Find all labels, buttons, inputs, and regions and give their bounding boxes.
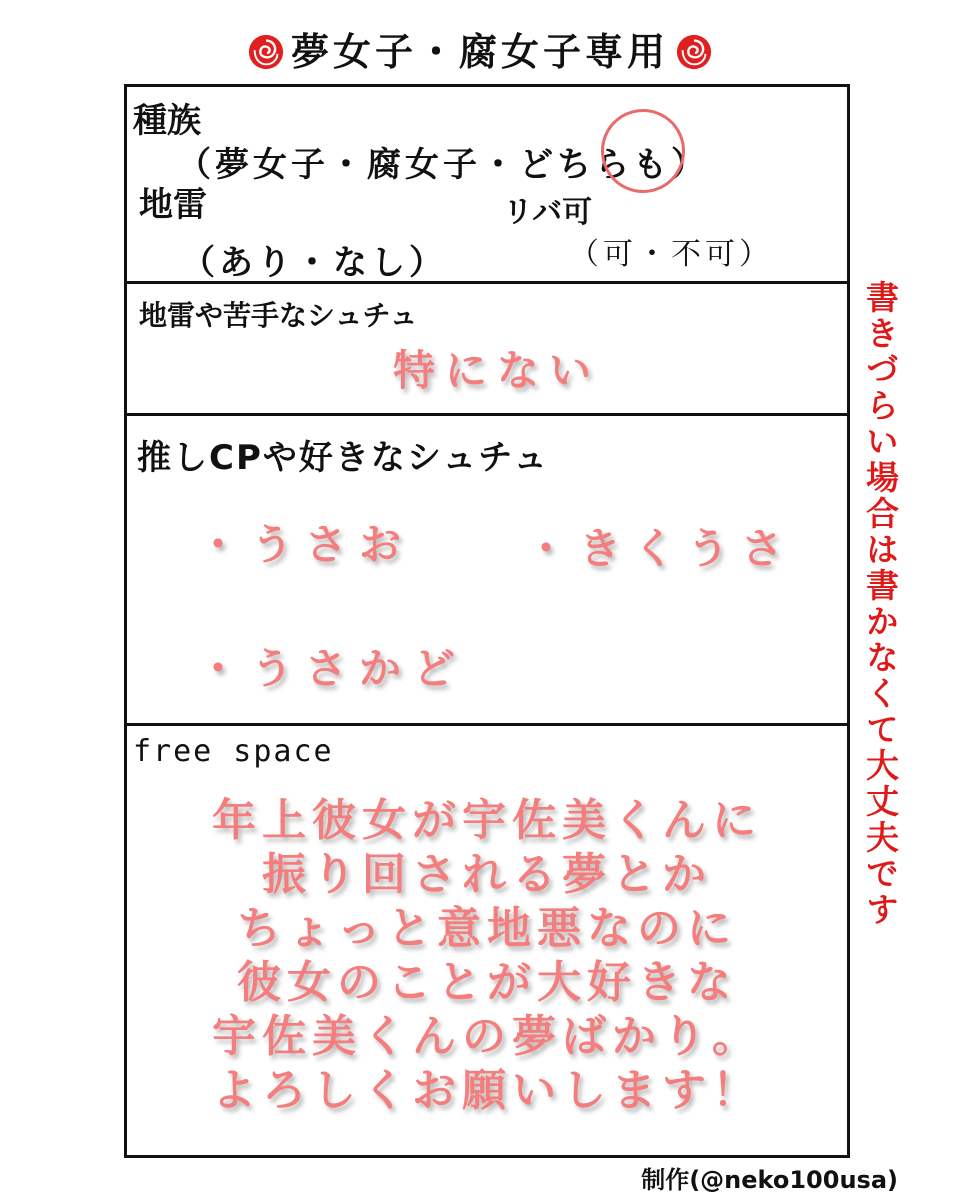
free-line: ちょっと意地悪なのに xyxy=(237,903,737,954)
riba-label: リバ可 xyxy=(503,195,593,230)
rose-icon xyxy=(247,33,285,71)
free-line: よろしくお願いします！ xyxy=(212,1065,762,1116)
jirai-options[interactable]: （あり・なし） xyxy=(181,243,447,283)
jirai-heading: 地雷や苦手なシュチュ xyxy=(139,299,418,332)
free-line: 宇佐美くんの夢ばかり。 xyxy=(212,1011,762,1062)
free-heading: free space xyxy=(133,734,334,769)
free-line: 彼女のことが大好きな xyxy=(237,957,737,1008)
jirai-section xyxy=(124,284,850,416)
jirai-label: 地雷 xyxy=(139,185,207,225)
oshi-section xyxy=(124,416,850,726)
free-line: 年上彼女が宇佐美くんに xyxy=(212,795,762,846)
species-options[interactable]: （夢女子・腐女子・どちらも） xyxy=(177,145,709,185)
species-label: 種族 xyxy=(133,101,201,141)
oshi-heading: 推しCPや好きなシュチュ xyxy=(137,438,550,478)
credit: 制作(@neko100usa) xyxy=(641,1166,898,1194)
oshi-item: ・うさお xyxy=(197,520,414,569)
free-line: 振り回される夢とか xyxy=(262,849,712,900)
free-body xyxy=(127,794,847,1118)
riba-options[interactable]: （可・不可） xyxy=(569,237,773,272)
page-title xyxy=(0,28,960,76)
title-text: 夢女子・腐女子専用 xyxy=(290,30,669,74)
side-note: 書きづらい場合は書かなくて大丈夫です xyxy=(861,280,900,928)
rose-icon xyxy=(675,33,713,71)
oshi-item: ・うさかど xyxy=(197,644,468,693)
species-selected-circle xyxy=(601,109,685,193)
oshi-item: ・きくうさ xyxy=(525,524,796,573)
jirai-answer: 特にない xyxy=(393,346,602,395)
free-space-section xyxy=(124,726,850,1158)
attributes-section xyxy=(124,84,850,284)
